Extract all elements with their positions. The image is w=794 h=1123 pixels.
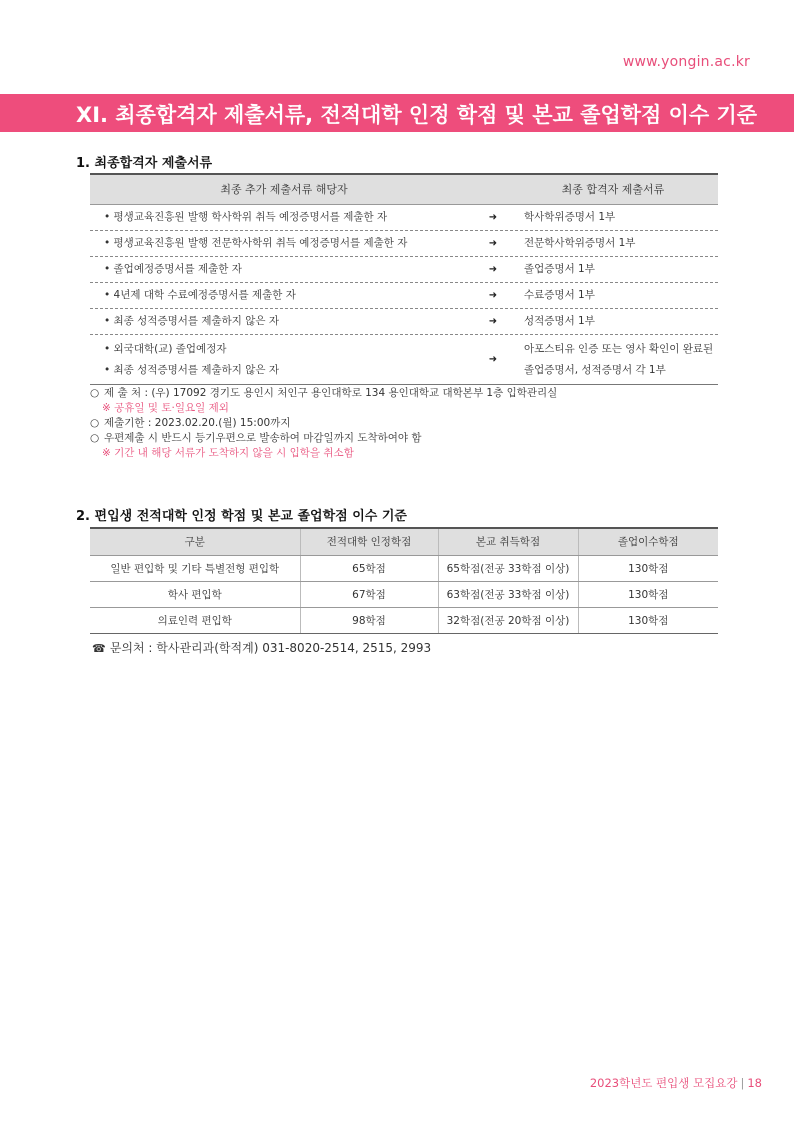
header-spacer <box>478 175 508 204</box>
row-condition <box>90 259 478 280</box>
condition-text: • 4년제 대학 수료예정증명서를 제출한 자 <box>104 289 296 301</box>
cell-category: 의료인력 편입학 <box>90 607 300 633</box>
documents-table-header <box>90 175 718 205</box>
note-holiday-exception: ※ 공휴일 및 토·일요일 제외 <box>102 402 229 414</box>
row-condition <box>90 285 478 306</box>
row-condition <box>90 233 478 254</box>
circle-bullet-icon: ○ <box>90 387 100 399</box>
circle-bullet-icon: ○ <box>90 432 100 444</box>
document-text: 수료증명서 1부 <box>524 289 595 301</box>
arrow-right-icon: ➜ <box>488 238 498 249</box>
site-url[interactable]: www.yongin.ac.kr <box>622 54 750 70</box>
arrow-right-icon: ➜ <box>488 264 498 275</box>
condition-text: • 외국대학(교) 졸업예정자 <box>104 342 227 355</box>
cell-earned-credits: 32학점(전공 20학점 이상) <box>438 607 578 633</box>
document-text: 전문학사학위증명서 1부 <box>524 237 636 249</box>
row-document <box>508 233 718 254</box>
table-row <box>90 231 718 257</box>
note-registered-mail <box>90 431 718 446</box>
table-row <box>90 205 718 231</box>
row-condition <box>90 311 478 332</box>
header-required-docs: 최종 합격자 제출서류 <box>561 183 665 196</box>
document-text: 졸업증명서, 성적증명서 각 1부 <box>524 363 666 376</box>
cell-transfer-credits: 98학점 <box>300 607 438 633</box>
cell-category: 일반 편입학 및 기타 특별전형 편입학 <box>90 555 300 581</box>
note-text: 제 출 처 : (우) 17092 경기도 용인시 처인구 용인대학로 134 용인대학교 대학본부 1층 입학관리실 <box>104 387 558 399</box>
arrow-right-icon: ➜ <box>488 212 498 223</box>
condition-text: • 최종 성적증명서를 제출하지 않은 자 <box>104 315 280 327</box>
row-document <box>508 207 718 228</box>
row-document <box>508 259 718 280</box>
arrow-right-icon: ➜ <box>488 354 498 365</box>
row-document <box>508 285 718 306</box>
circle-bullet-icon: ○ <box>90 417 100 429</box>
arrow-right-icon: ➜ <box>488 316 498 327</box>
documents-table <box>90 173 718 385</box>
title-bar <box>0 94 794 132</box>
condition-text: • 졸업예정증명서를 제출한 자 <box>104 263 242 275</box>
row-document <box>508 311 718 332</box>
table-row <box>90 581 718 607</box>
table-row <box>90 335 718 385</box>
table-row <box>90 607 718 633</box>
condition-text: • 평생교육진흥원 발행 학사학위 취득 예정증명서를 제출한 자 <box>104 211 388 223</box>
cell-earned-credits: 65학점(전공 33학점 이상) <box>438 555 578 581</box>
condition-text: • 평생교육진흥원 발행 전문학사학위 취득 예정증명서를 제출한 자 <box>104 237 408 249</box>
footer-label: 2023학년도 편입생 모집요강 <box>589 1076 738 1090</box>
cell-graduation-credits: 130학점 <box>578 607 718 633</box>
note-text: 우편제출 시 반드시 등기우편으로 발송하여 마감일까지 도착하여야 함 <box>104 432 422 444</box>
note-deadline <box>90 416 718 431</box>
cell-graduation-credits: 130학점 <box>578 555 718 581</box>
note-text: 제출기한 : 2023.02.20.(월) 15:00까지 <box>104 417 291 429</box>
condition-text: • 최종 성적증명서를 제출하지 않은 자 <box>104 363 280 376</box>
document-text: 성적증명서 1부 <box>524 315 595 327</box>
credits-table-header <box>90 528 718 555</box>
row-condition <box>90 207 478 228</box>
header-graduation-credits: 졸업이수학점 <box>578 528 718 555</box>
header-earned-credits: 본교 취득학점 <box>438 528 578 555</box>
submission-notes <box>90 386 718 461</box>
section2-title: 2. 편입생 전적대학 인정 학점 및 본교 졸업학점 이수 기준 <box>76 509 407 524</box>
header-category: 구분 <box>90 528 300 555</box>
page-footer <box>590 1075 762 1091</box>
cell-transfer-credits: 67학점 <box>300 581 438 607</box>
credits-table <box>90 527 718 634</box>
cell-transfer-credits: 65학점 <box>300 555 438 581</box>
cell-earned-credits: 63학점(전공 33학점 이상) <box>438 581 578 607</box>
table-row <box>90 309 718 335</box>
header-transfer-credits: 전적대학 인정학점 <box>300 528 438 555</box>
row-document <box>508 339 718 381</box>
header-eligible: 최종 추가 제출서류 해당자 <box>220 183 348 196</box>
cell-category: 학사 편입학 <box>90 581 300 607</box>
table-row <box>90 257 718 283</box>
note-submission-place <box>90 386 718 401</box>
contact-text: 문의처 : 학사관리과(학적계) 031-8020-2514, 2515, 2993 <box>109 641 432 655</box>
phone-icon: ☎ <box>92 642 106 655</box>
page-title: XI. 최종합격자 제출서류, 전적대학 인정 학점 및 본교 졸업학점 이수 기준 <box>76 103 758 127</box>
document-text: 아포스티유 인증 또는 영사 확인이 완료된 <box>524 342 714 355</box>
contact-info <box>92 639 431 656</box>
section1-title: 1. 최종합격자 제출서류 <box>76 156 213 171</box>
arrow-right-icon: ➜ <box>488 290 498 301</box>
table-row <box>90 555 718 581</box>
table-row <box>90 283 718 309</box>
cell-graduation-credits: 130학점 <box>578 581 718 607</box>
row-condition <box>90 339 478 381</box>
document-text: 졸업증명서 1부 <box>524 263 595 275</box>
note-cancellation-warning: ※ 기간 내 해당 서류가 도착하지 않을 시 입학을 취소함 <box>102 447 354 459</box>
document-text: 학사학위증명서 1부 <box>524 211 616 223</box>
page-number: 18 <box>747 1076 762 1090</box>
footer-divider: | <box>740 1076 745 1090</box>
